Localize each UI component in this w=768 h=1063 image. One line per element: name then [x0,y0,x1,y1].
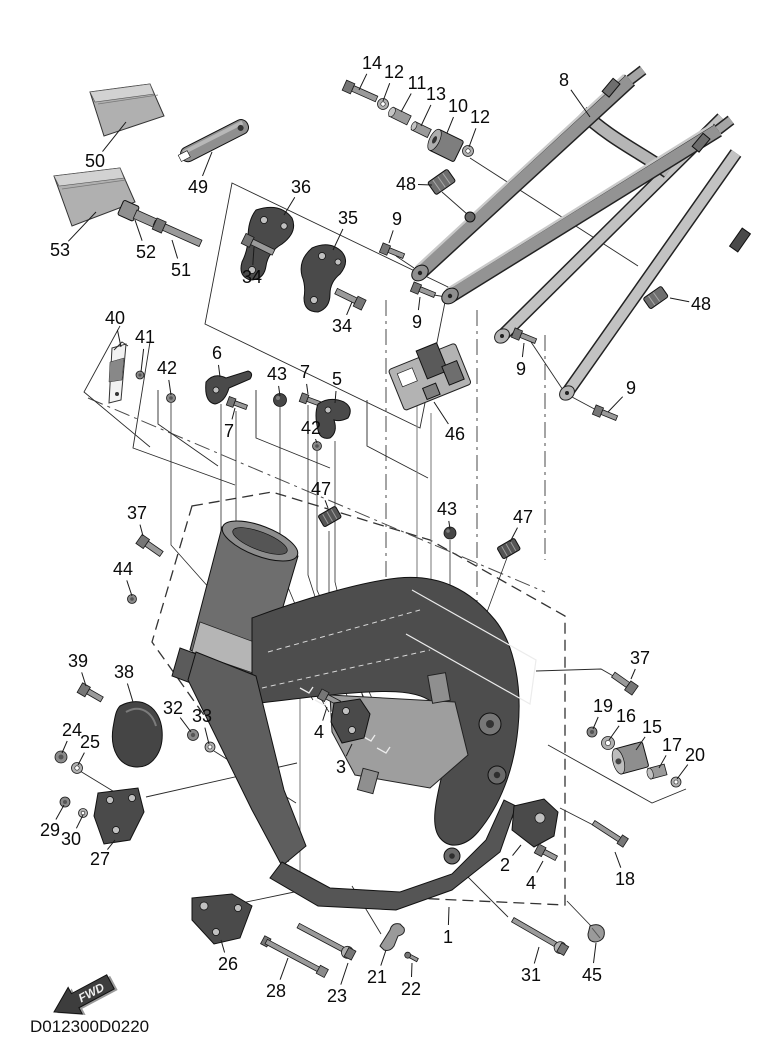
part-49-arm [176,117,251,165]
part-9-bolt-a [379,243,405,261]
part-18-bolt [591,818,628,847]
part-callout-2: 2 [499,855,511,875]
part-28-bolt [261,936,329,978]
part-35-bracket [301,245,345,312]
part-11-collar [387,106,411,125]
part-callout-24: 24 [61,720,83,740]
leader-line-42 [169,380,171,395]
part-37-bolt-a [136,534,164,558]
leader-line-47 [325,500,328,508]
part-callout-7: 7 [299,362,311,382]
part-26-bracket [192,894,252,944]
part-callout-50: 50 [84,151,106,171]
part-callout-42: 42 [300,418,322,438]
leader-line-31 [534,947,539,964]
part-callout-22: 22 [400,979,422,999]
part-callout-36: 36 [290,177,312,197]
part-callout-37: 37 [629,648,651,668]
leader-line-29 [56,805,64,820]
part-15-damper [610,742,649,776]
part-callout-45: 45 [581,965,603,985]
part-10-damper [425,127,464,162]
leader-line-30 [76,815,83,828]
part-callout-38: 38 [113,662,135,682]
leader-line-46 [434,402,448,424]
part-callout-43: 43 [266,364,288,384]
part-callout-16: 16 [615,706,637,726]
leader-line-25 [78,753,84,765]
part-46-bracket-assembly [386,336,472,410]
leader-line-20 [677,765,688,779]
leader-line-6 [219,365,221,377]
part-callout-33: 33 [191,706,213,726]
part-callout-23: 23 [326,986,348,1006]
part-callout-48: 48 [690,294,712,314]
part-31-bolt [510,915,570,956]
leader-line-41 [141,349,144,372]
part-callout-46: 46 [444,424,466,444]
leader-line-12 [383,83,390,101]
leader-line-34 [347,302,352,315]
part-16-washer [602,737,615,750]
leader-line-37 [140,525,143,536]
part-callout-30: 30 [60,829,82,849]
leader-line-8 [571,90,590,117]
part-callout-7: 7 [223,421,235,441]
diagram-code: D012300D0220 [30,1017,150,1036]
leader-line-24 [62,741,67,753]
part-callout-47: 47 [310,479,332,499]
part-17-collar [646,764,667,780]
part-47-damper-a [318,506,342,527]
part-callout-5: 5 [331,369,343,389]
part-19-nut [587,727,597,737]
part-24-nut [55,751,67,763]
leader-line-7 [307,384,308,394]
leader-line-51 [172,240,178,259]
part-40-bracket [109,342,128,403]
part-50-pad [90,84,164,136]
part-callout-44: 44 [112,559,134,579]
part-41-nut [136,371,144,379]
part-callout-53: 53 [49,240,71,260]
part-5-bracket [316,399,350,438]
leader-line-11 [401,94,411,113]
part-callout-8: 8 [558,70,570,90]
part-callout-9: 9 [391,209,403,229]
part-38-cover [112,702,162,767]
part-callout-17: 17 [661,735,683,755]
part-callout-20: 20 [684,745,706,765]
part-callout-32: 32 [162,698,184,718]
part-21-clamp [380,924,404,951]
part-32-nut [188,730,199,741]
part-callout-3: 3 [335,757,347,777]
part-callout-9: 9 [515,359,527,379]
part-callout-19: 19 [592,696,614,716]
part-callout-51: 51 [170,260,192,280]
leader-line-9 [522,343,524,357]
leader-line-44 [127,580,132,596]
leader-line-37 [631,669,635,679]
leader-line-52 [135,220,142,241]
part-callout-52: 52 [135,242,157,262]
part-callout-37: 37 [126,503,148,523]
part-callout-39: 39 [67,651,89,671]
leader-line-21 [381,950,386,966]
part-callout-11: 11 [407,73,427,93]
part-14-bolt [342,80,378,104]
part-callout-26: 26 [217,954,239,974]
leader-line-9 [418,297,420,310]
part-callout-4: 4 [313,722,325,742]
leader-line-12 [469,128,476,147]
part-callout-35: 35 [337,208,359,228]
part-callout-49: 49 [187,177,209,197]
part-20-washer [671,777,681,787]
part-callout-43: 43 [436,499,458,519]
part-callout-29: 29 [39,820,61,840]
part-callout-6: 6 [211,343,223,363]
part-4-bolt-b [534,844,558,863]
leader-line-19 [593,717,598,729]
part-callout-42: 42 [156,358,178,378]
part-callout-47: 47 [512,507,534,527]
part-callout-21: 21 [366,967,388,987]
leader-line-32 [180,718,191,732]
part-48-damper-a [427,169,455,195]
leader-line-14 [359,74,367,90]
part-7-bolt-b [226,397,248,412]
part-callout-31: 31 [520,965,542,985]
part-9-bolt-d [592,405,618,423]
part-22-screw [404,951,419,963]
part-2-bracket [512,799,558,847]
leader-line-2 [513,845,522,856]
part-callout-18: 18 [614,869,636,889]
leader-line-28 [280,958,288,980]
part-callout-10: 10 [447,96,469,116]
part-callout-41: 41 [134,327,156,347]
part-23-bolt [295,921,356,961]
part-callout-34: 34 [331,316,353,336]
leader-line-23 [341,963,348,985]
part-callout-4: 4 [525,873,537,893]
leader-line-33 [205,728,209,744]
leader-line-4 [323,707,327,721]
part-27-bracket [94,788,144,844]
leader-line-1 [448,907,449,925]
leader-line-18 [615,852,621,868]
part-51-bolt [152,218,203,249]
part-callout-14: 14 [361,53,383,73]
part-47-damper-b [497,538,521,559]
part-9-bolt-b [410,282,436,300]
part-45-clamp [588,925,604,942]
fwd-label: FWD [75,980,107,1006]
leader-line-48 [418,185,432,186]
leader-line-4 [537,861,543,873]
part-callout-12: 12 [469,107,491,127]
part-callout-1: 1 [442,927,454,947]
leader-line-9 [608,397,623,412]
part-37-bolt-b [610,671,638,695]
leader-line-45 [594,943,597,963]
rear-frame-part-8 [409,70,751,403]
part-30-washer [79,809,88,818]
part-callout-27: 27 [89,849,111,869]
part-callout-40: 40 [104,308,126,328]
part-13-collar [410,121,431,138]
part-12-washer-b [463,146,474,157]
part-callout-12: 12 [383,62,405,82]
leader-line-10 [447,117,454,133]
leader-line-16 [609,726,619,740]
part-callout-28: 28 [265,981,287,1001]
part-39-bolt [77,683,104,705]
part-33-washer [205,742,215,752]
part-callout-13: 13 [425,84,447,104]
part-callout-34: 34 [241,267,263,287]
leader-line-7 [232,408,235,419]
leader-line-48 [670,298,689,302]
part-callout-48: 48 [395,174,417,194]
part-25-washer [72,763,83,774]
leader-line-9 [389,230,393,243]
leader-line-38 [127,684,133,703]
part-callout-9: 9 [411,312,423,332]
part-callout-9: 9 [625,378,637,398]
part-callout-25: 25 [79,732,101,752]
leader-line-22 [412,963,413,977]
part-29-nut [60,797,70,807]
leader-line-13 [421,105,431,126]
leader-line-49 [203,152,213,176]
part-callout-15: 15 [641,717,663,737]
